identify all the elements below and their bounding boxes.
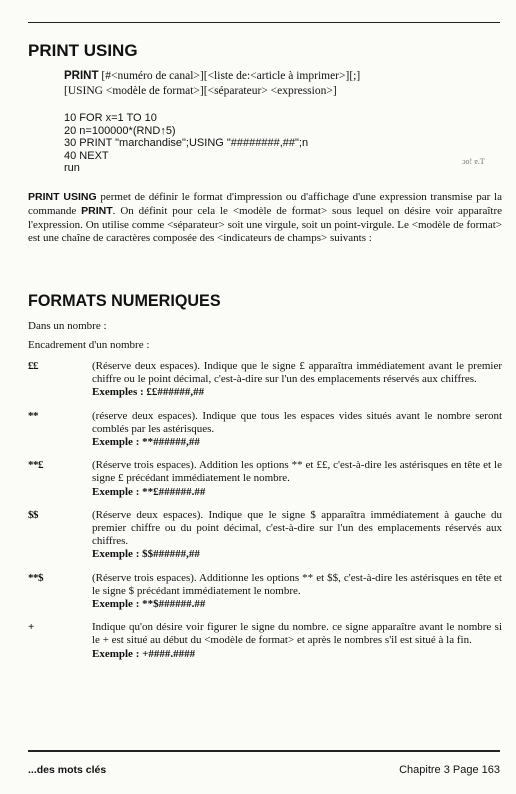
bottom-rule: [28, 750, 500, 752]
format-symbol: **: [28, 409, 38, 422]
format-description: Indique qu'on désire voir figurer le signe du nombre. ce signe apparaître avant le nombre si le + est situé au début du <modèle de format> et après le nombres s'il est situé à la fin.: [92, 621, 502, 647]
format-symbol: **£: [28, 459, 43, 472]
format-description: (Réserve trois espaces). Additionne les options ** et $$, c'est-à-dire les astérisques en tête et le signe $ précédant immédiatement le nombre.: [92, 571, 502, 597]
code-example: [64, 112, 494, 175]
code-line: run: [64, 162, 80, 175]
format-example: Exemple : +####.####: [92, 647, 196, 660]
margin-mark: ɔo! ɐ.T: [462, 157, 485, 166]
format-item: [28, 509, 502, 562]
format-description: (Réserve deux espaces). Indique que le signe £ apparaîtra immédiatement avant le premier chiffre ou le point décimal, c'est-à-dire sur l'un des emplacements réservés aux chiffres.: [92, 360, 502, 386]
format-symbol: ££: [28, 360, 38, 372]
syntax-block: [64, 69, 494, 98]
syntax-line-1: PRINT [#<numéro de canal>][<liste de:<article à imprimer>][;]: [64, 70, 361, 82]
code-line: 20 n=100000*(RND↑5): [64, 124, 176, 137]
format-description: (réserve deux espaces). Indique que tous les espaces vides situés avant le nombre seront comblés par les astérisques.: [92, 409, 502, 435]
syntax-keyword: PRINT: [64, 70, 99, 82]
format-item: [28, 459, 502, 499]
format-item: [28, 572, 502, 612]
code-line: 10 FOR x=1 TO 10: [64, 112, 157, 124]
subsection-title: FORMATS NUMERIQUES: [28, 291, 221, 310]
format-description: (Réserve deux espaces). Indique que le signe $ apparaîtra immédiatement à gauche du premier chiffre ou du point décimal, c'est-à-dire sur l'un des emplacements réservés aux chiffres.: [92, 508, 502, 548]
format-example: Exemple : $$######,##: [92, 548, 200, 561]
top-rule: [28, 22, 500, 23]
sub-heading-encadrement: Encadrement d'un nombre :: [28, 339, 150, 351]
section-title: PRINT USING: [28, 41, 138, 60]
format-symbol: $$: [28, 508, 38, 521]
format-symbol: **$: [28, 571, 43, 584]
keyword-print: PRINT: [81, 204, 113, 217]
code-line: 30 PRINT "marchandise";USING "########,##";n: [64, 137, 309, 150]
format-example: Exemples : ££######,##: [92, 386, 205, 399]
syntax-line-2: [USING <modèle de format>][<séparateur> <expression>]: [64, 84, 337, 97]
footer-left: ...des mots clés: [28, 764, 107, 776]
format-item: [28, 410, 502, 450]
format-example: Exemple : **######,##: [92, 436, 200, 449]
sub-heading-nombre: Dans un nombre :: [28, 320, 107, 332]
format-item: [28, 621, 502, 661]
description-paragraph: PRINT USING permet de définir le format d'impression ou d'affichage d'une expression transmise par la commande PRINT. On définit pour cela le <modèle de format> sous lequel on désire voir apparaître l'expression. On utilise comme <séparateur> soit une virgule, soit un point-virgule. Le <modèle de format> est une chaîne de caractères composée des <indicateurs de champs> suivants :: [28, 191, 502, 245]
format-symbol: +: [28, 621, 34, 634]
format-example: Exemple : **$######.##: [92, 598, 206, 611]
format-item: [28, 360, 502, 400]
code-line: 40 NEXT: [64, 149, 109, 162]
page-number: Chapitre 3 Page 163: [399, 764, 500, 776]
format-example: Exemple : **£######.##: [92, 485, 206, 498]
format-description: (Réserve trois espaces). Addition les options ** et ££, c'est-à-dire les astérisques en tête et le signe £ précédant immédiatement le nombre.: [92, 459, 502, 485]
keyword-print-using: PRINT USING: [28, 191, 97, 203]
format-list: [28, 360, 502, 671]
